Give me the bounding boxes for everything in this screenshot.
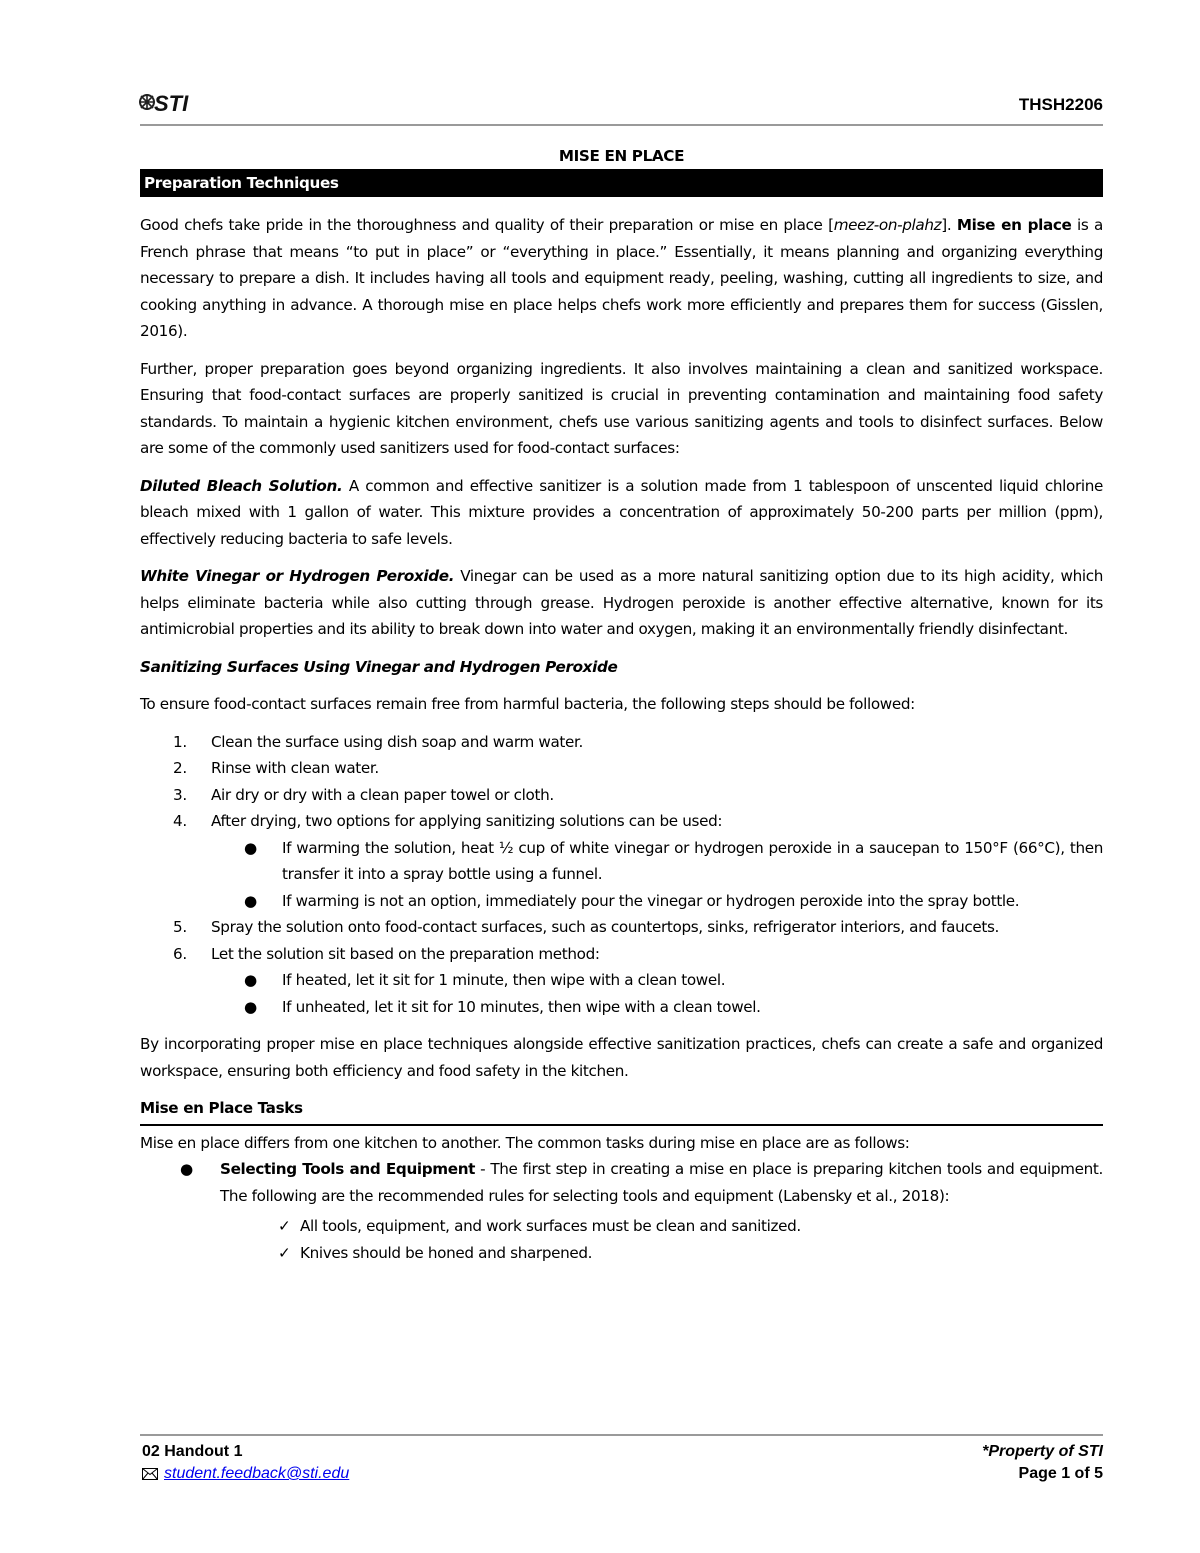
logo-text: STI <box>154 91 189 116</box>
step-number: 2. <box>173 759 187 777</box>
page-title: MISE EN PLACE <box>558 147 685 165</box>
check-text: Knives should be honed and sharpened. <box>300 1243 593 1262</box>
intro-text-b: ]. <box>941 216 957 234</box>
term-mise-en-place: Mise en place <box>956 216 1072 234</box>
intro-text-a: Good chefs take pride in the thoroughness and quality of their preparation or mise en place [ <box>140 216 834 234</box>
header-divider <box>140 124 1103 126</box>
step-text: Spray the solution onto food-contact surfaces, such as countertops, sinks, refrigerator interiors, and faucets. <box>211 918 1000 936</box>
footer-email-row <box>142 1463 349 1487</box>
sti-logo <box>138 86 208 118</box>
vinegar-text: Vinegar can be used as a more natural sanitizing option due to its high acidity, which helps eliminate bacteria while also cutting through grease. Hydrogen peroxide is another effective alternative, known for its antimicrobial properties and its ability to break down into water and oxygen, making it an environmentally friendly disinfectant. <box>140 567 1103 638</box>
list-item-step-5 <box>140 914 1103 941</box>
bullet-icon: ● <box>244 971 257 989</box>
list-item-bullet <box>211 835 1103 888</box>
tasks-intro: Mise en place differs from one kitchen to another. The common tasks during mise en place are as follows: <box>140 1133 910 1152</box>
list-item-check <box>220 1213 1103 1240</box>
step-4-bullets <box>211 835 1103 915</box>
step-text: Let the solution sit based on the preparation method: <box>211 944 600 963</box>
bullet-text: If unheated, let it sit for 10 minutes, then wipe with a clean towel. <box>282 997 761 1016</box>
task-heading: Selecting Tools and Equipment <box>220 1160 476 1178</box>
step-number: 1. <box>173 732 187 751</box>
list-item-bullet <box>211 967 1103 994</box>
checkmark-icon: ✓ <box>278 1217 291 1235</box>
check-text: All tools, equipment, and work surfaces must be clean and sanitized. <box>300 1217 801 1235</box>
bullet-text: If warming the solution, heat ½ cup of white vinegar or hydrogen peroxide in a saucepan to 150°F (66°C), then transfer it into a spray bottle using a funnel. <box>282 838 1103 883</box>
bullet-text: If heated, let it sit for 1 minute, then wipe with a clean towel. <box>282 971 726 989</box>
step-6-bullets <box>211 967 1103 1020</box>
intro-paragraph-2: Further, proper preparation goes beyond organizing ingredients. It also involves maintaining a clean and sanitized workspace. Ensuring that food-contact surfaces are properly sanitized is crucial in preventing contamination and maintaining food safety standards. To maintain a hygienic kitchen environment, chefs use various sanitizing agents and tools to disinfect surfaces. Below are some of the commonly used sanitizers used for food-contact surfaces: <box>140 359 1103 457</box>
footer-left <box>142 1441 349 1487</box>
list-item-step-2 <box>140 755 1103 782</box>
step-text: Air dry or dry with a clean paper towel or cloth. <box>211 785 554 804</box>
step-text: Rinse with clean water. <box>211 759 379 777</box>
checklist <box>220 1213 1103 1266</box>
footer-right <box>982 1441 1103 1485</box>
sti-logo-icon <box>138 86 208 118</box>
bleach-text: A common and effective sanitizer is a solution made from 1 tablespoon of unscented liquid chlorine bleach mixed with 1 gallon of water. This mixture provides a concentration of approximately 50-200 parts per million (ppm), effectively reducing bacteria to safe levels. <box>140 476 1103 548</box>
closing-paragraph: By incorporating proper mise en place techniques alongside effective sanitization practices, chefs can create a safe and organized workspace, ensuring both efficiency and food safety in the kitchen. <box>140 1035 1103 1080</box>
sanitizing-steps-list <box>140 729 1103 1021</box>
handout-label: 02 Handout 1 <box>142 1443 243 1460</box>
feedback-email-link[interactable]: student.feedback@sti.edu <box>164 1465 350 1482</box>
intro-text-c: is a French phrase that means “to put in place” or “everything in place.” Essentially, it means planning and organizing everything necessary to prepare a dish. It includes having all tools and equipment ready, peeling, washing, cutting all ingredients to size, and cooking anything in advance. A thorough mise en place helps chefs work more efficiently and prepares them for success (Gisslen, 2016). <box>140 216 1103 340</box>
bullet-text: If warming is not an option, immediately pour the vinegar or hydrogen peroxide into the spray bottle. <box>282 891 1020 910</box>
document-body <box>140 143 1103 1266</box>
bleach-paragraph <box>140 473 1103 553</box>
bullet-icon: ● <box>244 891 257 910</box>
vinegar-paragraph <box>140 563 1103 643</box>
step-number: 5. <box>173 918 187 936</box>
pronunciation: meez-on-plahz <box>833 216 942 234</box>
list-item-step-6 <box>140 941 1103 1021</box>
envelope-icon <box>142 1465 158 1487</box>
list-item-step-1 <box>140 729 1103 756</box>
bleach-heading: Diluted Bleach Solution. <box>140 476 343 495</box>
list-item-task <box>140 1156 1103 1266</box>
list-item-step-4 <box>140 808 1103 914</box>
task-text: - The first step in creating a mise en place is preparing kitchen tools and equipment. The following are the recommended rules for selecting tools and equipment (Labensky et al., 2018): <box>220 1160 1103 1205</box>
checkmark-icon: ✓ <box>278 1243 291 1262</box>
sanitizing-subheading: Sanitizing Surfaces Using Vinegar and Hydrogen Peroxide <box>140 657 618 676</box>
list-item-bullet <box>211 888 1103 915</box>
list-item-check <box>220 1240 1103 1267</box>
list-item-bullet <box>211 994 1103 1021</box>
tasks-list <box>140 1156 1103 1266</box>
footer-divider <box>140 1434 1103 1436</box>
bullet-icon: ● <box>244 838 257 857</box>
tasks-heading: Mise en Place Tasks <box>140 1095 1103 1126</box>
property-label: *Property of STI <box>982 1443 1103 1460</box>
intro-paragraph-1 <box>140 212 1103 345</box>
step-number: 4. <box>173 812 187 830</box>
vinegar-heading: White Vinegar or Hydrogen Peroxide. <box>140 567 455 585</box>
section-bar-preparation-techniques: Preparation Techniques <box>140 169 1103 197</box>
step-number: 6. <box>173 944 187 963</box>
step-text: After drying, two options for applying sanitizing solutions can be used: <box>211 812 723 830</box>
list-item-step-3 <box>140 782 1103 809</box>
page-number: Page 1 of 5 <box>1018 1465 1103 1482</box>
document-code: THSH2206 <box>1018 95 1103 114</box>
step-number: 3. <box>173 785 187 804</box>
sanitizing-intro: To ensure food-contact surfaces remain free from harmful bacteria, the following steps should be followed: <box>140 695 915 713</box>
bullet-icon: ● <box>244 997 257 1016</box>
bullet-icon: ● <box>180 1160 193 1178</box>
step-text: Clean the surface using dish soap and warm water. <box>211 732 583 751</box>
